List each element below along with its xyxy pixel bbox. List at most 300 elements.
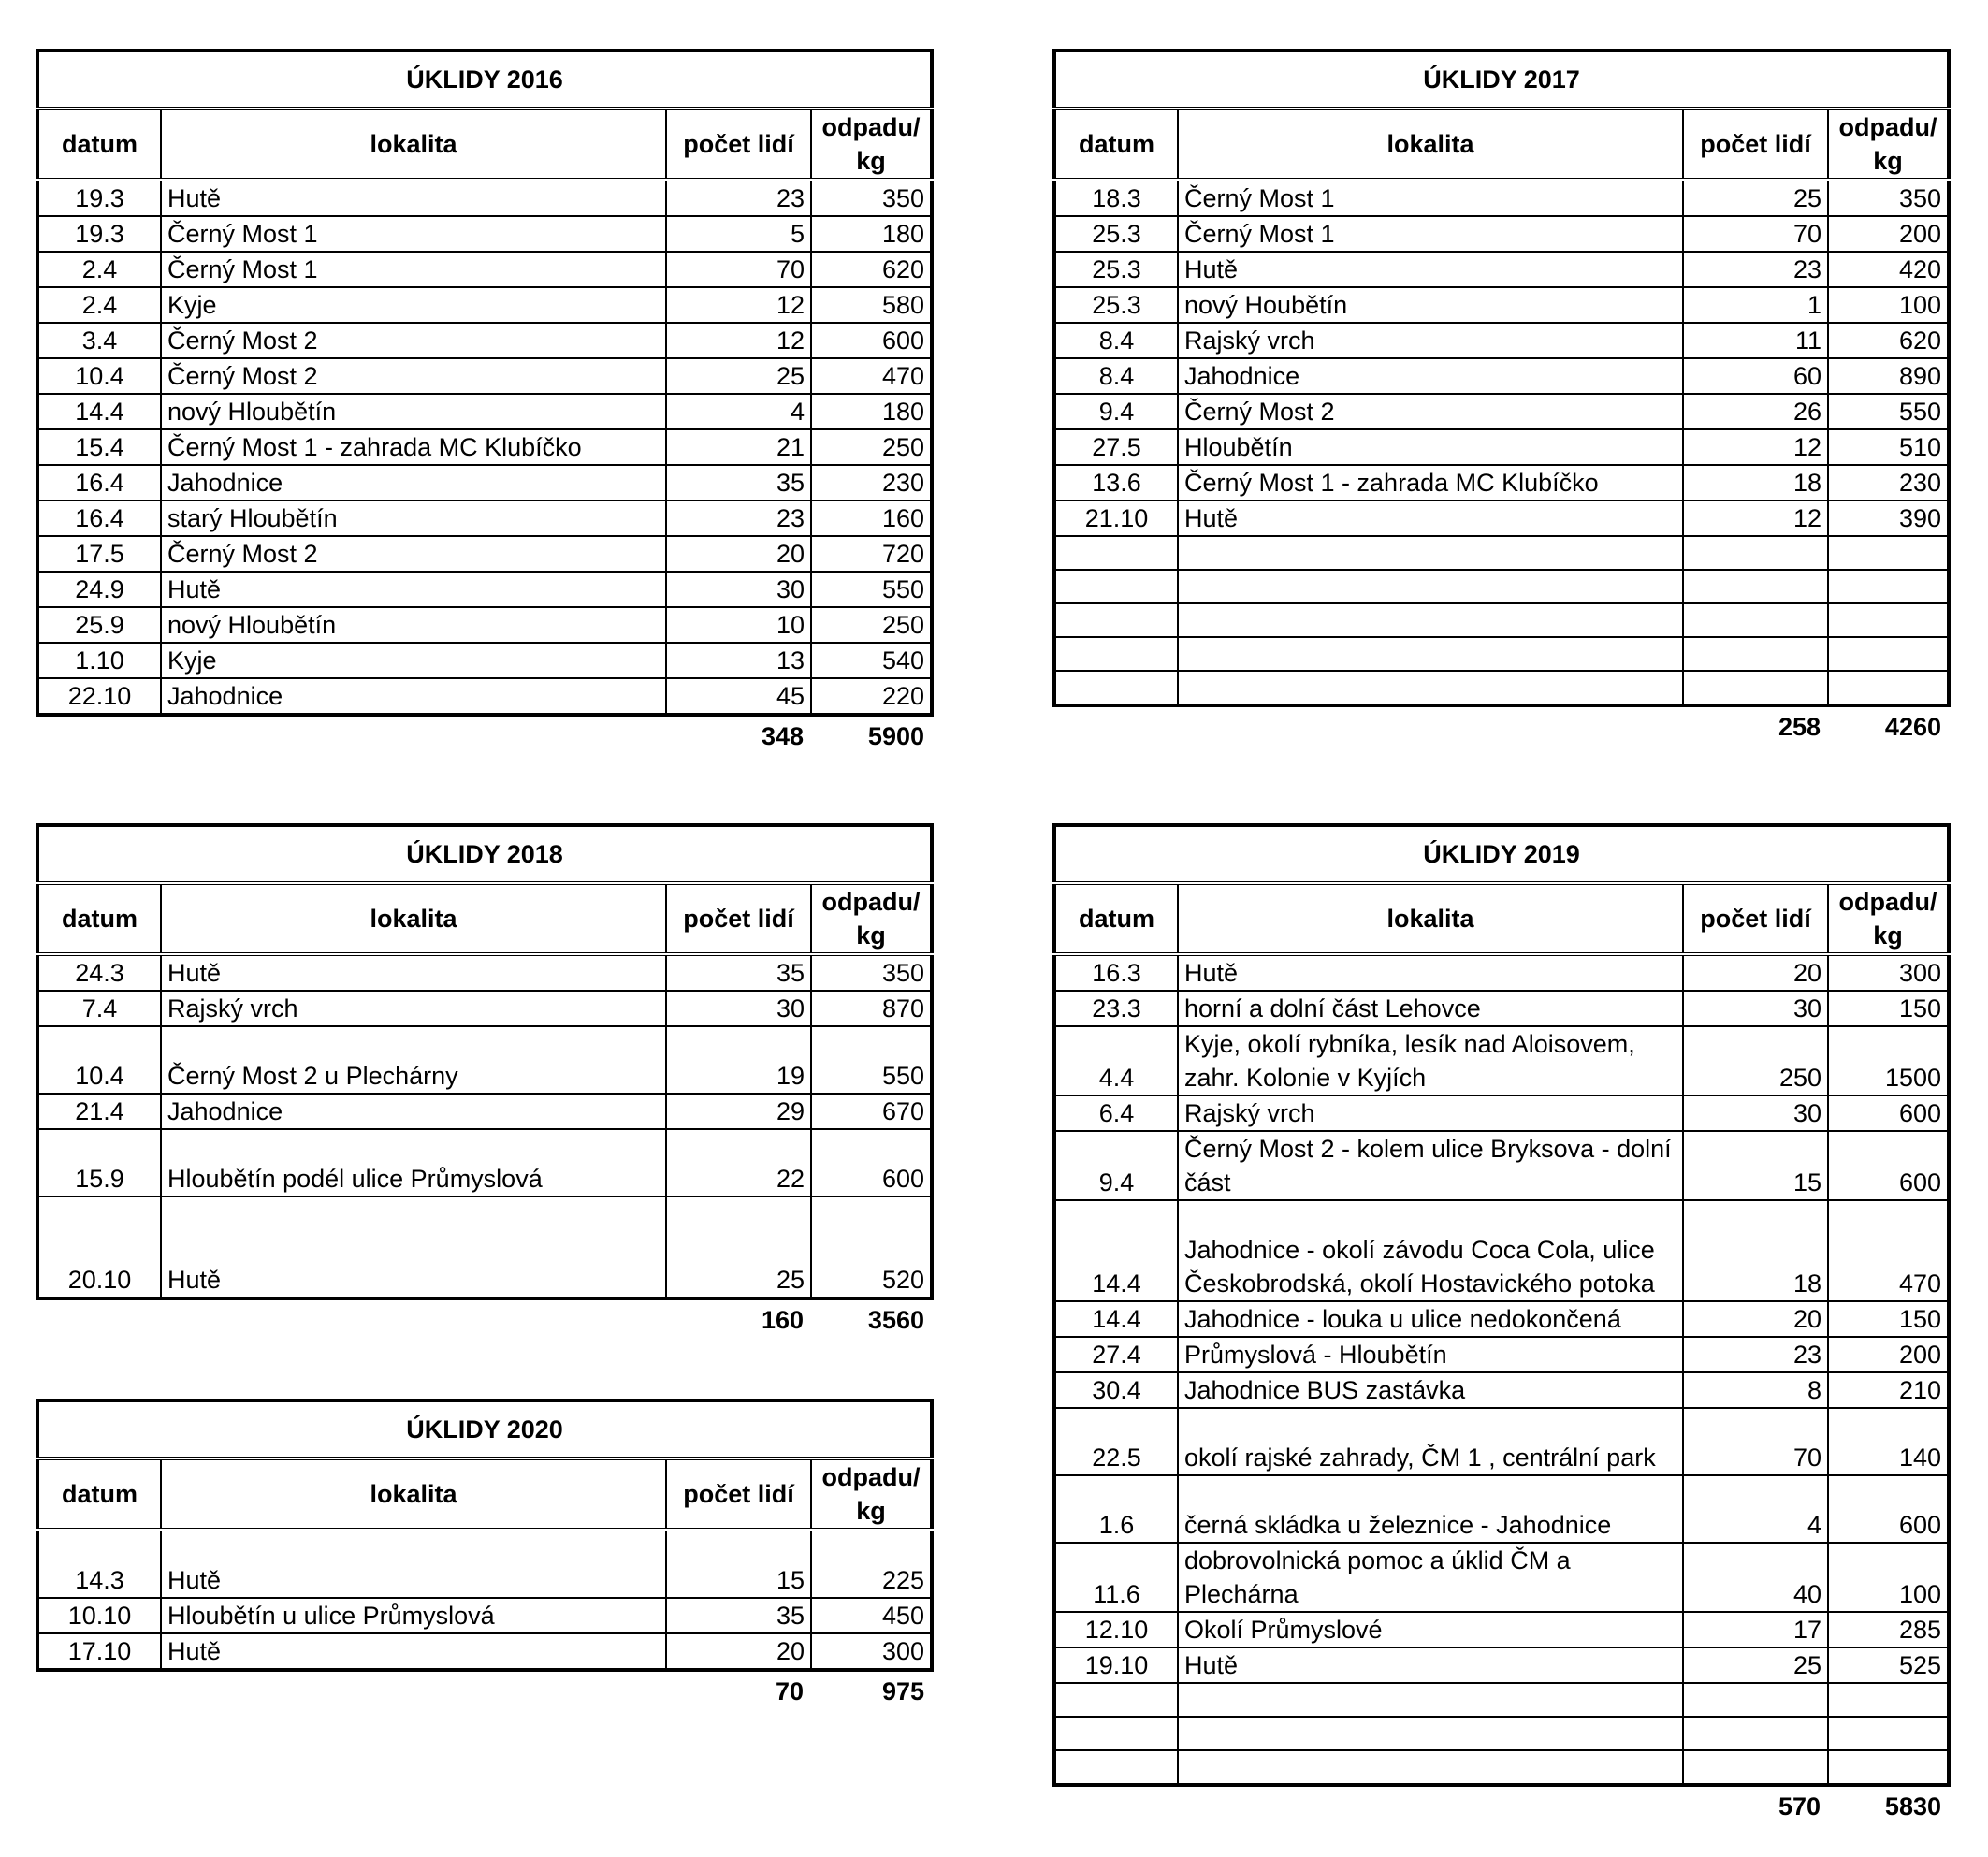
date-cell: 17.5 [37, 536, 161, 572]
table-row [37, 323, 932, 358]
waste-cell: 670 [811, 1094, 932, 1129]
date-cell: 25.3 [1054, 287, 1178, 323]
location-cell: Hutě [1178, 501, 1683, 536]
table-row [1054, 287, 1949, 323]
waste-cell: 140 [1828, 1408, 1949, 1475]
date-cell: 24.3 [37, 954, 161, 991]
waste-cell: 520 [811, 1197, 932, 1298]
people-cell: 25 [666, 1197, 811, 1298]
cleanup-table [36, 49, 934, 717]
people-cell: 21 [666, 429, 811, 465]
location-cell: nový Hloubětín [161, 607, 666, 643]
date-cell [1054, 603, 1178, 637]
date-cell: 6.4 [1054, 1095, 1178, 1131]
waste-cell: 450 [811, 1598, 932, 1633]
people-cell: 12 [1683, 429, 1828, 465]
location-cell: okolí rajské zahrady, ČM 1 , centrální park [1178, 1408, 1683, 1475]
date-cell: 22.10 [37, 678, 161, 715]
waste-cell [1828, 536, 1949, 570]
waste-cell: 350 [811, 954, 932, 991]
waste-header: odpadu/ kg [811, 1458, 932, 1530]
waste-cell: 600 [811, 323, 932, 358]
title-row [37, 1400, 932, 1458]
table-row [37, 1633, 932, 1670]
people-cell: 22 [666, 1129, 811, 1197]
waste-cell: 580 [811, 287, 932, 323]
table-row [1054, 1301, 1949, 1337]
table-row [37, 1598, 932, 1633]
waste-cell [1828, 637, 1949, 671]
location-cell: Jahodnice - louka u ulice nedokončená [1178, 1301, 1683, 1337]
date-cell [1054, 637, 1178, 671]
people-cell: 19 [666, 1026, 811, 1094]
location-cell: Jahodnice [161, 678, 666, 715]
table-row [37, 1026, 932, 1094]
cleanup-table [36, 823, 934, 1300]
date-cell: 23.3 [1054, 991, 1178, 1026]
date-cell: 4.4 [1054, 1026, 1178, 1095]
table-row [37, 1197, 932, 1298]
waste-header: odpadu/ kg [1828, 109, 1949, 180]
table-row [1054, 637, 1949, 671]
people-cell: 30 [1683, 1095, 1828, 1131]
location-cell: Rajský vrch [161, 991, 666, 1026]
date-header: datum [1054, 109, 1178, 180]
table-row [1054, 216, 1949, 252]
date-cell: 10.4 [37, 1026, 161, 1094]
location-header: lokalita [1178, 109, 1683, 180]
table-row [1054, 1200, 1949, 1301]
total-people: 348 [761, 722, 804, 750]
people-cell: 13 [666, 643, 811, 678]
waste-cell: 540 [811, 643, 932, 678]
table-row [37, 1094, 932, 1129]
table-row [37, 607, 932, 643]
location-header: lokalita [161, 1458, 666, 1530]
title-row [1054, 51, 1949, 109]
date-cell: 15.9 [37, 1129, 161, 1197]
waste-cell: 200 [1828, 216, 1949, 252]
people-header: počet lidí [1683, 109, 1828, 180]
date-cell: 27.5 [1054, 429, 1178, 465]
location-cell [1178, 637, 1683, 671]
people-cell: 5 [666, 216, 811, 252]
date-cell: 2.4 [37, 287, 161, 323]
waste-cell: 180 [811, 216, 932, 252]
cleanup-table [36, 1399, 934, 1672]
waste-cell: 600 [1828, 1131, 1949, 1200]
people-cell: 15 [1683, 1131, 1828, 1200]
waste-cell: 550 [811, 1026, 932, 1094]
waste-cell: 620 [811, 252, 932, 287]
people-cell: 35 [666, 1598, 811, 1633]
waste-header: odpadu/ kg [811, 109, 932, 180]
date-cell: 19.10 [1054, 1647, 1178, 1683]
waste-cell: 160 [811, 501, 932, 536]
date-cell: 25.3 [1054, 216, 1178, 252]
people-cell: 26 [1683, 394, 1828, 429]
location-cell: Okolí Průmyslové [1178, 1612, 1683, 1647]
table-row [37, 954, 932, 991]
people-cell: 10 [666, 607, 811, 643]
location-cell [1178, 1750, 1683, 1785]
date-cell: 19.3 [37, 216, 161, 252]
location-cell: Černý Most 2 u Plechárny [161, 1026, 666, 1094]
cleanup-table [1052, 823, 1951, 1787]
people-cell: 60 [1683, 358, 1828, 394]
waste-cell: 150 [1828, 991, 1949, 1026]
people-cell: 4 [1683, 1475, 1828, 1543]
title-row [1054, 825, 1949, 883]
location-cell: Kyje [161, 643, 666, 678]
table-row [1054, 323, 1949, 358]
location-cell: Jahodnice [161, 1094, 666, 1129]
date-cell: 2.4 [37, 252, 161, 287]
people-cell: 20 [1683, 954, 1828, 991]
table-row [37, 678, 932, 715]
location-cell: Černý Most 2 - kolem ulice Bryksova - dolní část [1178, 1131, 1683, 1200]
header-row [37, 1458, 932, 1530]
waste-cell: 350 [811, 180, 932, 216]
total-waste: 4260 [1884, 713, 1941, 741]
waste-cell: 210 [1828, 1372, 1949, 1408]
location-cell [1178, 603, 1683, 637]
waste-cell: 150 [1828, 1301, 1949, 1337]
people-cell: 12 [1683, 501, 1828, 536]
table-row [1054, 1408, 1949, 1475]
location-cell: Kyje [161, 287, 666, 323]
totals-row [36, 717, 930, 754]
people-cell: 11 [1683, 323, 1828, 358]
date-header: datum [37, 883, 161, 954]
waste-cell: 350 [1828, 180, 1949, 216]
totals-row [1052, 1787, 1947, 1824]
people-cell: 30 [666, 991, 811, 1026]
people-cell: 70 [1683, 216, 1828, 252]
people-cell: 15 [666, 1530, 811, 1598]
waste-cell: 230 [1828, 465, 1949, 501]
people-cell: 70 [666, 252, 811, 287]
location-cell: Černý Most 2 [1178, 394, 1683, 429]
table-row [37, 180, 932, 216]
table-row [1054, 1750, 1949, 1785]
location-cell: nový Houbětín [1178, 287, 1683, 323]
waste-cell: 470 [1828, 1200, 1949, 1301]
waste-cell [1828, 570, 1949, 603]
people-cell [1683, 1717, 1828, 1750]
waste-cell: 470 [811, 358, 932, 394]
waste-header: odpadu/ kg [811, 883, 932, 954]
location-cell [1178, 671, 1683, 705]
location-cell: Jahodnice - okolí závodu Coca Cola, ulice Českobrodská, okolí Hostavického potoka [1178, 1200, 1683, 1301]
table-row [37, 536, 932, 572]
people-cell: 35 [666, 954, 811, 991]
people-cell: 20 [666, 536, 811, 572]
location-cell: Černý Most 2 [161, 358, 666, 394]
people-cell: 1 [1683, 287, 1828, 323]
table-row [37, 501, 932, 536]
people-cell: 4 [666, 394, 811, 429]
location-cell [1178, 1717, 1683, 1750]
date-cell [1054, 536, 1178, 570]
waste-cell: 300 [811, 1633, 932, 1670]
people-cell: 23 [1683, 252, 1828, 287]
table-row [37, 465, 932, 501]
people-cell: 35 [666, 465, 811, 501]
date-cell: 30.4 [1054, 1372, 1178, 1408]
table-row [37, 358, 932, 394]
location-cell: nový Hloubětín [161, 394, 666, 429]
waste-cell: 870 [811, 991, 932, 1026]
table-row [1054, 1372, 1949, 1408]
date-cell [1054, 1717, 1178, 1750]
date-cell: 15.4 [37, 429, 161, 465]
waste-cell [1828, 1750, 1949, 1785]
date-cell: 3.4 [37, 323, 161, 358]
table-2018 [36, 823, 934, 1338]
date-header: datum [37, 1458, 161, 1530]
location-cell: Jahodnice [161, 465, 666, 501]
table-2016 [36, 49, 934, 754]
table-row [1054, 1647, 1949, 1683]
waste-cell: 550 [811, 572, 932, 607]
waste-cell: 390 [1828, 501, 1949, 536]
table-row [1054, 954, 1949, 991]
table-2017 [1052, 49, 1951, 745]
table-row [1054, 1026, 1949, 1095]
waste-cell: 230 [811, 465, 932, 501]
location-cell: dobrovolnická pomoc a úklid ČM a Plechárna [1178, 1543, 1683, 1612]
people-cell: 30 [1683, 991, 1828, 1026]
location-cell: Hloubětín u ulice Průmyslová [161, 1598, 666, 1633]
date-cell [1054, 671, 1178, 705]
people-cell: 20 [1683, 1301, 1828, 1337]
table-2020 [36, 1399, 934, 1709]
date-header: datum [37, 109, 161, 180]
totals-row [1052, 707, 1947, 745]
table-row [1054, 603, 1949, 637]
people-cell: 25 [1683, 1647, 1828, 1683]
location-cell: starý Hloubětín [161, 501, 666, 536]
location-cell: Rajský vrch [1178, 323, 1683, 358]
date-cell: 22.5 [1054, 1408, 1178, 1475]
header-row [37, 109, 932, 180]
people-cell: 25 [1683, 180, 1828, 216]
waste-cell: 720 [811, 536, 932, 572]
title-row [37, 825, 932, 883]
waste-cell: 1500 [1828, 1026, 1949, 1095]
table-row [37, 1530, 932, 1598]
people-cell: 23 [1683, 1337, 1828, 1372]
date-cell: 9.4 [1054, 1131, 1178, 1200]
location-cell: Hutě [161, 1197, 666, 1298]
people-cell: 18 [1683, 465, 1828, 501]
location-header: lokalita [161, 883, 666, 954]
table-row [1054, 991, 1949, 1026]
date-cell: 20.10 [37, 1197, 161, 1298]
waste-cell: 600 [1828, 1095, 1949, 1131]
table-row [1054, 394, 1949, 429]
people-cell: 30 [666, 572, 811, 607]
waste-cell [1828, 671, 1949, 705]
people-cell: 8 [1683, 1372, 1828, 1408]
date-cell: 17.10 [37, 1633, 161, 1670]
table-row [37, 572, 932, 607]
table-row [37, 394, 932, 429]
table-title: ÚKLIDY 2020 [37, 1400, 932, 1458]
waste-cell [1828, 1717, 1949, 1750]
table-row [37, 429, 932, 465]
table-row [1054, 180, 1949, 216]
cleanup-table [1052, 49, 1951, 707]
date-cell: 21.10 [1054, 501, 1178, 536]
waste-cell [1828, 1683, 1949, 1717]
location-cell: Černý Most 1 - zahrada MC Klubíčko [161, 429, 666, 465]
people-cell [1683, 570, 1828, 603]
waste-cell: 100 [1828, 1543, 1949, 1612]
table-row [1054, 1543, 1949, 1612]
people-cell: 25 [666, 358, 811, 394]
date-cell: 19.3 [37, 180, 161, 216]
location-cell [1178, 570, 1683, 603]
location-cell: Průmyslová - Hloubětín [1178, 1337, 1683, 1372]
location-cell: Hutě [161, 572, 666, 607]
people-cell: 12 [666, 287, 811, 323]
waste-cell: 225 [811, 1530, 932, 1598]
location-cell: Hutě [1178, 1647, 1683, 1683]
table-row [1054, 1095, 1949, 1131]
location-cell: Rajský vrch [1178, 1095, 1683, 1131]
waste-cell: 300 [1828, 954, 1949, 991]
people-cell: 29 [666, 1094, 811, 1129]
total-waste: 5830 [1884, 1792, 1941, 1821]
total-waste: 3560 [867, 1306, 924, 1334]
table-title: ÚKLIDY 2017 [1054, 51, 1949, 109]
table-row [1054, 465, 1949, 501]
table-row [37, 252, 932, 287]
total-people: 160 [761, 1306, 804, 1334]
waste-cell: 525 [1828, 1647, 1949, 1683]
date-cell: 13.6 [1054, 465, 1178, 501]
location-cell: horní a dolní část Lehovce [1178, 991, 1683, 1026]
date-cell: 1.6 [1054, 1475, 1178, 1543]
date-cell: 8.4 [1054, 358, 1178, 394]
waste-cell: 550 [1828, 394, 1949, 429]
location-cell: Černý Most 1 [161, 252, 666, 287]
totals-row [36, 1300, 930, 1338]
waste-cell [1828, 603, 1949, 637]
date-cell: 12.10 [1054, 1612, 1178, 1647]
waste-cell: 220 [811, 678, 932, 715]
people-cell [1683, 671, 1828, 705]
waste-cell: 600 [811, 1129, 932, 1197]
table-row [1054, 671, 1949, 705]
waste-cell: 600 [1828, 1475, 1949, 1543]
date-cell: 24.9 [37, 572, 161, 607]
date-cell: 18.3 [1054, 180, 1178, 216]
table-row [1054, 1131, 1949, 1200]
location-cell: Černý Most 1 [1178, 216, 1683, 252]
location-cell [1178, 1683, 1683, 1717]
date-cell: 14.4 [1054, 1301, 1178, 1337]
date-cell: 7.4 [37, 991, 161, 1026]
date-cell: 8.4 [1054, 323, 1178, 358]
waste-cell: 250 [811, 607, 932, 643]
people-cell: 20 [666, 1633, 811, 1670]
date-cell: 9.4 [1054, 394, 1178, 429]
totals-row [36, 1672, 930, 1709]
people-cell [1683, 1750, 1828, 1785]
waste-cell: 180 [811, 394, 932, 429]
table-row [1054, 429, 1949, 465]
people-cell [1683, 603, 1828, 637]
date-cell: 14.3 [37, 1530, 161, 1598]
date-cell [1054, 1750, 1178, 1785]
location-cell: Černý Most 1 - zahrada MC Klubíčko [1178, 465, 1683, 501]
location-cell: Jahodnice [1178, 358, 1683, 394]
location-cell: Hutě [1178, 954, 1683, 991]
people-header: počet lidí [666, 109, 811, 180]
people-header: počet lidí [666, 1458, 811, 1530]
date-cell: 27.4 [1054, 1337, 1178, 1372]
title-row [37, 51, 932, 109]
people-header: počet lidí [666, 883, 811, 954]
location-cell: Hloubětín [1178, 429, 1683, 465]
location-cell: Hutě [1178, 252, 1683, 287]
header-row [1054, 883, 1949, 954]
people-cell: 250 [1683, 1026, 1828, 1095]
date-cell: 10.4 [37, 358, 161, 394]
location-cell: Černý Most 1 [1178, 180, 1683, 216]
people-cell: 23 [666, 501, 811, 536]
location-cell: Hutě [161, 954, 666, 991]
table-row [37, 991, 932, 1026]
date-header: datum [1054, 883, 1178, 954]
date-cell: 10.10 [37, 1598, 161, 1633]
table-row [1054, 1612, 1949, 1647]
waste-cell: 420 [1828, 252, 1949, 287]
total-people: 70 [775, 1677, 804, 1705]
people-cell: 18 [1683, 1200, 1828, 1301]
date-cell: 25.3 [1054, 252, 1178, 287]
table-row [37, 643, 932, 678]
table-2019 [1052, 823, 1951, 1824]
people-cell [1683, 1683, 1828, 1717]
table-title: ÚKLIDY 2016 [37, 51, 932, 109]
date-cell: 14.4 [1054, 1200, 1178, 1301]
date-cell: 25.9 [37, 607, 161, 643]
table-row [1054, 358, 1949, 394]
location-cell: Hutě [161, 1530, 666, 1598]
location-header: lokalita [161, 109, 666, 180]
header-row [1054, 109, 1949, 180]
table-title: ÚKLIDY 2018 [37, 825, 932, 883]
total-waste: 975 [881, 1677, 924, 1705]
people-cell: 40 [1683, 1543, 1828, 1612]
people-cell: 23 [666, 180, 811, 216]
table-row [1054, 1683, 1949, 1717]
date-cell: 11.6 [1054, 1543, 1178, 1612]
date-cell: 16.4 [37, 465, 161, 501]
total-waste: 5900 [867, 722, 924, 750]
date-cell: 1.10 [37, 643, 161, 678]
total-people: 570 [1778, 1792, 1821, 1821]
date-cell: 16.4 [37, 501, 161, 536]
location-cell: Jahodnice BUS zastávka [1178, 1372, 1683, 1408]
table-row [37, 216, 932, 252]
people-cell [1683, 536, 1828, 570]
date-cell: 21.4 [37, 1094, 161, 1129]
